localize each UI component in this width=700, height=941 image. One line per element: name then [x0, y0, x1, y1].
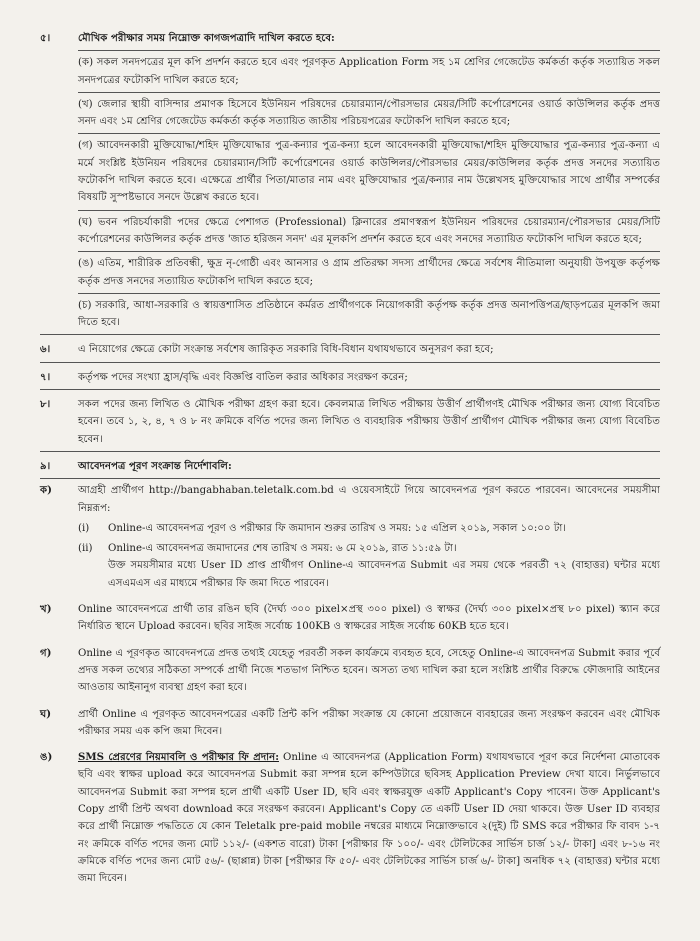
section-5-item-ka: (ক) সকল সনদপত্রের মূল কপি প্রদর্শন করতে হবে এবং পূরণকৃত Application Form সহ ১ম শ্রেণির গেজেটেড কর্মকর্তা কর্তৃক সত্যায়িত সকল সনদপত্রের ফটোকপি দাখিল করতে হবে; — [78, 57, 660, 86]
divider — [40, 362, 660, 363]
section-9-ka-text: আগ্রহী প্রার্থীগণ http://bangabhaban.teletalk.com.bd এ ওয়েবসাইটে গিয়ে আবেদনপত্র পূরণ করতে পারবেন। আবেদনের সময়সীমা নিম্নরূপ: — [78, 485, 660, 514]
section-9-gha-text: প্রার্থী Online এ পূরণকৃত আবেদনপত্রের একটি প্রিন্ট কপি পরীক্ষা সংক্রান্ত যে কোনো প্রয়োজনে ব্যবহারের জন্য সংরক্ষণ করবেন এবং মৌখিক পরীক্ষার সময় এক কপি জমা দিবেন। — [78, 708, 660, 737]
schedule-end-label: (ii) — [78, 543, 93, 555]
schedule-start-label: (i) — [78, 522, 90, 534]
section-5-item-gha: (ঘ) ভবন পরিচর্যাকারী পদের ক্ষেত্রে পেশাগত (Professional) ক্লিনারের প্রমাণস্বরূপ ইউনিয়ন পরিষদের চেয়ারম্যান/পৌরসভার মেয়র/সিটি কর্পোরেশনের কাউন্সিলর কর্তৃক প্রদত্ত 'জাত হরিজন সনদ' এর মূলকপি প্রদর্শন করতে হবে এবং সনদের সত্যায়িত ফটোকপি দাখিল করতে হবে; — [78, 216, 660, 245]
divider — [40, 389, 660, 390]
divider — [78, 133, 660, 134]
section-6 — [40, 341, 660, 358]
section-5-item-cha: (চ) সরকারি, আধা-সরকারি ও স্বায়ত্তশাসিত প্রতিষ্ঠানে কর্মরত প্রার্থীগণকে নিয়োগকারী কর্তৃপক্ষ কর্তৃক প্রদত্ত অনাপত্তিপত্র/ছাড়পত্রের মূলকপি জমা দিতে হবে। — [78, 299, 660, 329]
section-5-item-umo: (ঙ) এতিম, শারীরিক প্রতিবন্ধী, ক্ষুদ্র নৃ-গোষ্ঠী এবং আনসার ও গ্রাম প্রতিরক্ষা সদস্য প্রার্থীদের ক্ষেত্রে সর্বশেষ নীতিমালা অনুযায়ী উপযুক্ত কর্তৃপক্ষ কর্তৃক প্রদত্ত সনদের সত্যায়িত ফটোকপি দাখিল করতে হবে; — [78, 258, 660, 287]
schedule-end — [78, 540, 660, 592]
section-5-item-ga: (গ) আবেদনকারী মুক্তিযোদ্ধা/শহিদ মুক্তিযোদ্ধার পুত্র-কন্যার পুত্র-কন্যা হলে আবেদনকারী মুক্তিযোদ্ধা/শহিদ মুক্তিযোদ্ধার পুত্র-কন্যার পুত্র-কন্যা এ মর্মে সংশ্লিষ্ট ইউনিয়ন পরিষদের চেয়ারম্যান/সিটি কর্পোরেশনের ওয়ার্ড কাউন্সিলর/পৌরসভার মেয়র/কাউন্সিলর কর্তৃক প্রদত্ত সনদের সত্যায়িত ফটোকপি দাখিল করতে হবে। এক্ষেত্রে প্রার্থীর পিতা/মাতার নাম এবং মুক্তিযোদ্ধার পুত্র/কন্যার নাম উল্লেখসহ মুক্তিযোদ্ধার সাথে প্রার্থীর সম্পর্কের বিষয়টি সুস্পষ্টভাবে সনদে উল্লেখ করতে হবে। — [78, 140, 660, 204]
sms-fee-heading: SMS প্রেরণের নিয়মাবলি ও পরীক্ষার ফি প্রদান: — [78, 751, 279, 764]
divider — [40, 478, 660, 479]
section-9-ka — [40, 482, 660, 592]
section-5-heading: মৌখিক পরীক্ষার সময় নিম্নোক্ত কাগজপত্রাদি দাখিল করতে হবে: — [78, 32, 335, 44]
schedule-end-text: Online-এ আবেদনপত্র জমাদানের শেষ তারিখ ও সময়: ৬ মে ২০১৯, রাত ১১:৫৯ টা। — [108, 543, 457, 555]
section-9-umo — [40, 749, 660, 887]
section-9-ga-text: Online এ পূরণকৃত আবেদনপত্রে প্রদত্ত তথ্যই যেহেতু পরবর্তী সকল কার্যক্রমে ব্যবহৃত হবে, সেহেতু Online-এ আবেদনপত্র Submit করার পূর্বে প্রদত্ত সকল তথ্যের সঠিকতা সম্পর্কে প্রার্থী নিজে শতভাগ নিশ্চিত হবেন। অসত্য তথ্য দাখিল করা হলে সংশ্লিষ্ট প্রার্থীর বিরুদ্ধে ফৌজদারি আইনের আওতায় আইনানুগ ব্যবস্থা গ্রহণ করা হবে। — [78, 647, 660, 694]
section-9-ka-label: ক) — [40, 484, 52, 497]
section-5 — [40, 30, 660, 331]
divider — [78, 92, 660, 93]
section-8-number: ৮। — [40, 398, 51, 411]
divider — [78, 251, 660, 252]
section-9-kha-text: Online আবেদনপত্রে প্রার্থী তার রঙিন ছবি (দৈর্ঘ্য ৩০০ pixel×প্রস্থ ৩০০ pixel) ও স্বাক্ষর (দৈর্ঘ্য ৩০০ pixel×প্রস্থ ৮০ pixel) স্ক্যান করে নির্ধারিত স্থানে Upload করবেন। ছবির সাইজ সর্বোচ্চ 100KB ও স্বাক্ষরের সাইজ সর্বোচ্চ 60KB হতে হবে। — [78, 604, 660, 633]
section-5-number: ৫। — [40, 32, 51, 44]
divider — [40, 451, 660, 452]
section-9-kha — [40, 601, 660, 636]
section-9-heading: আবেদনপত্র পূরণ সংক্রান্ত নির্দেশাবলি: — [78, 459, 232, 472]
divider — [78, 50, 660, 51]
sms-fee-text: Online এ আবেদনপত্র (Application Form) যথাযথভাবে পূরণ করে নির্দেশনা মোতাবেক ছবি এবং স্বাক্ষর upload করে আবেদনপত্র Submit করা সম্পন্ন হলে কম্পিউটারে ছবিসহ Application Preview দেখা যাবে। নির্ভুলভাবে আবেদনপত্র Submit করা সম্পন্ন হলে প্রার্থী একটি User ID, ছবি এবং স্বাক্ষরযুক্ত একটি Applicant's Copy পাবেন। উক্ত Applicant's Copy প্রার্থী প্রিন্ট অথবা download করে সংরক্ষণ করবেন। Applicant's Copy তে একটি User ID দেয়া থাকবে। উক্ত User ID ব্যবহার করে প্রার্থী নিম্নোক্ত পদ্ধতিতে যে কোন Teletalk pre-paid mobile নম্বরের মাধ্যমে নিম্নোক্তভাবে ২(দুই) টি SMS করে পরীক্ষার ফি বাবদ ১-৭ নং ক্রমিকে বর্ণিত পদের জন্য মোট ১১২/- (একশত বারো) টাকা [পরীক্ষার ফি ১০০/- এবং টেলিটকের সার্ভিস চার্জ ১২/- টাকা] এবং ৮-১৬ নং ক্রমিকে বর্ণিত পদের জন্য মোট ৫৬/- (ছাপ্পান্ন) টাকা [পরীক্ষার ফি ৫০/- এবং টেলিটকের সার্ভিস চার্জ ৬/- টাকা] অনধিক ৭২ (বাহাত্তর) ঘন্টার মধ্যে জমা দিবেন। — [78, 752, 660, 885]
section-9 — [40, 458, 660, 475]
section-7-number: ৭। — [40, 370, 51, 383]
section-8 — [40, 396, 660, 448]
section-9-number: ৯। — [40, 459, 51, 472]
section-8-text: সকল পদের জন্য লিখিত ও মৌখিক পরীক্ষা গ্রহণ করা হবে। কেবলমাত্র লিখিত পরীক্ষায় উত্তীর্ণ প্রার্থীগণই মৌখিক পরীক্ষার জন্য যোগ্য বিবেচিত হবেন। তবে ১, ২, ৪, ৭ ও ৮ নং ক্রমিকে বর্ণিত পদের জন্য লিখিত ও ব্যবহারিক পরীক্ষায় উত্তীর্ণ প্রার্থীগণ মৌখিক পরীক্ষার জন্য যোগ্য বিবেচিত হবেন। — [78, 399, 660, 445]
schedule-end-note: উক্ত সময়সীমার মধ্যে User ID প্রাপ্ত প্রার্থীগণ Online-এ আবেদনপত্র Submit এর সময় থেকে পরবর্তী ৭২ (বাহাত্তর) ঘন্টার মধ্যে এসএমএস এর মাধ্যমে পরীক্ষার ফি জমা দিতে পারবেন। — [108, 560, 660, 589]
schedule-start-text: Online-এ আবেদনপত্র পূরণ ও পরীক্ষার ফি জমাদান শুরুর তারিখ ও সময়: ১৫ এপ্রিল ২০১৯, সকাল ১০:০০ টা। — [108, 522, 566, 534]
section-9-gha — [40, 706, 660, 741]
section-9-ga — [40, 645, 660, 697]
divider — [78, 210, 660, 211]
section-6-text: এ নিয়োগের ক্ষেত্রে কোটা সংক্রান্ত সর্বশেষ জারিকৃত সরকারি বিধি-বিধান যথাযথভাবে অনুসরণ করা হবে; — [78, 344, 494, 356]
schedule-start — [78, 520, 660, 537]
section-6-number: ৬। — [40, 343, 51, 356]
section-9-umo-label: ঙ) — [40, 751, 53, 764]
divider — [78, 293, 660, 294]
divider — [40, 334, 660, 335]
section-7 — [40, 369, 660, 386]
section-9-kha-label: খ) — [40, 603, 52, 616]
section-9-gha-label: ঘ) — [40, 707, 52, 720]
section-9-ga-label: গ) — [40, 646, 52, 659]
section-7-text: কর্তৃপক্ষ পদের সংখ্যা হ্রাস/বৃদ্ধি এবং বিজ্ঞপ্তি বাতিল করার অধিকার সংরক্ষণ করেন; — [78, 371, 408, 383]
section-5-item-kha: (খ) জেলার স্থায়ী বাসিন্দার প্রমাণক হিসেবে ইউনিয়ন পরিষদের চেয়ারম্যান/পৌরসভার মেয়র/সিটি কর্পোরেশনের ওয়ার্ড কাউন্সিলর কর্তৃক প্রদত্ত সনদ এবং ১ম শ্রেণির গেজেটেড কর্মকর্তা কর্তৃক সত্যায়িত জাতীয় পরিচয়পত্রের ফটোকপি দাখিল করতে হবে; — [78, 98, 660, 128]
